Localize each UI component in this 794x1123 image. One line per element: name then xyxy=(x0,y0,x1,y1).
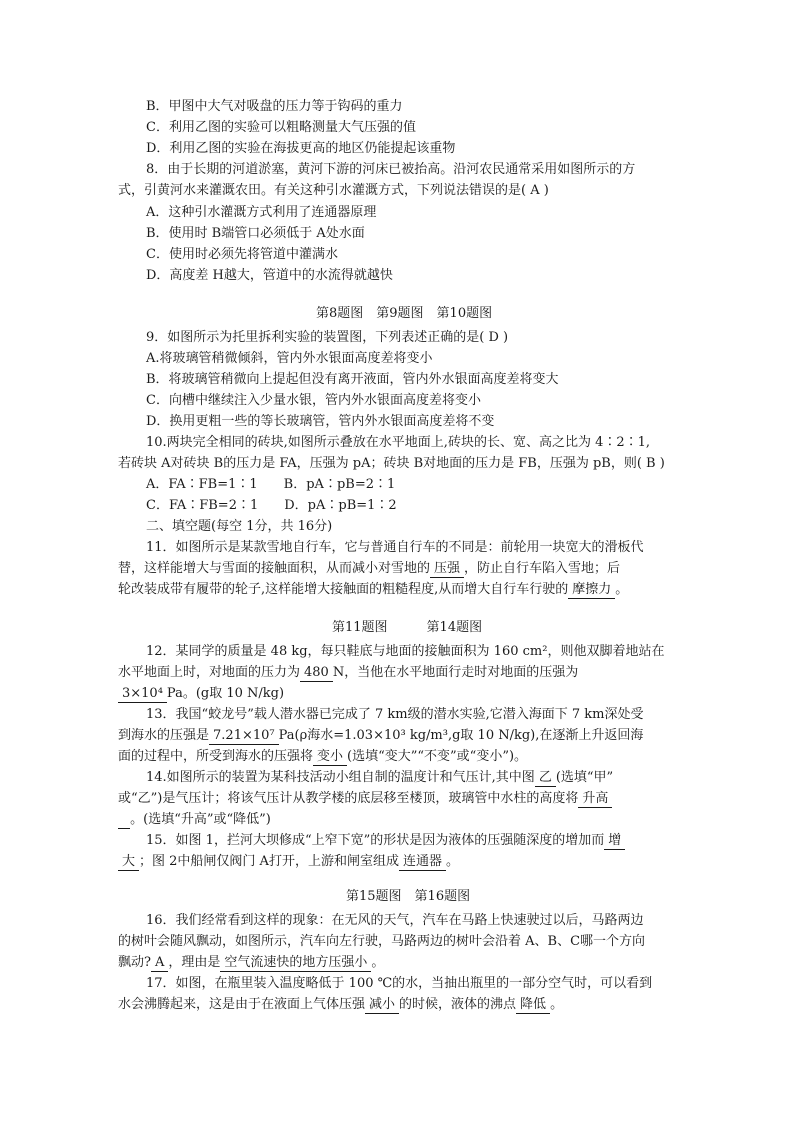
q10-stem-line2: 若砖块 A对砖块 B的压力是 FA，压强为 pA；砖块 B对地面的压力是 FB，压强为 pB，则( B ) xyxy=(118,456,665,471)
q12-answer-2: 3×10⁴ xyxy=(118,685,167,703)
q10-stem-line1: 10.两块完全相同的砖块,如图所示叠放在水平地面上,砖块的长、宽、高之比为 4∶2∶1, xyxy=(146,435,651,450)
q14-line3: 。(选填“升高”或“降低”) xyxy=(118,809,271,830)
q13-answer-2: 变小 xyxy=(313,748,347,766)
q10-options-ab: A．FA∶FB=1∶1 B．pA∶pB=2∶1 xyxy=(146,477,396,492)
q8-option-a: A．这种引水灌溉方式利用了连通器原理 xyxy=(146,205,377,220)
q16-line2: 的树叶会随风飘动，如图所示，汽车向左行驶，马路两边的树叶会沿着 A、B、C哪一个方向 xyxy=(118,934,646,949)
q11-line2: 替，这样能增大与雪面的接触面积，从而减小对雪地的 压强 ，防止自行车陷入雪地；后 xyxy=(118,561,621,576)
q15-line2: 大 ；图 2中船闸仅阀门 A打开，上游和闸室组成 连通器 。 xyxy=(118,851,459,872)
q14-answer-1: 乙 xyxy=(535,769,556,787)
q9-stem: 9．如图所示为托里拆利实验的装置图，下列表述正确的是( D ) xyxy=(146,330,509,345)
q15-line1: 15．如图 1，拦河大坝修成“上窄下宽”的形状是因为液体的压强随深度的增加而 增 xyxy=(146,830,625,851)
q11-line3: 轮改装成带有履带的轮子,这样能增大接触面的粗糙程度,从而增大自行车行驶的 摩擦力 。 xyxy=(118,582,629,597)
q12-line1: 12．某同学的质量是 48 kg，每只鞋底与地面的接触面积为 160 cm²，则他双脚着地站在 xyxy=(146,644,665,659)
q13-answer-1: 7.21×10⁷ xyxy=(209,727,279,745)
figure-caption-15-16: 第15题图 第16题图 xyxy=(346,889,471,904)
q14-line2: 或“乙”)是气压计；将该气压计从教学楼的底层移至楼顶，玻璃管中水柱的高度将 升高 xyxy=(118,788,612,809)
q15-answer-1-cont: 大 xyxy=(118,853,139,871)
q16-line1: 16．我们经常看到这样的现象：在无风的天气，汽车在马路上快速驶过以后，马路两边 xyxy=(146,913,644,928)
q12-line2: 水平地面上时，对地面的压力为 480 N，当他在水平地面行走时对地面的压强为 xyxy=(118,665,579,680)
q9-option-c: C．向槽中继续注入少量水银，管内外水银面高度差将变小 xyxy=(146,393,481,408)
section-2-heading: 二、填空题(每空 1分，共 16分) xyxy=(146,519,333,534)
q13-line2: 到海水的压强是 7.21×10⁷ Pa(ρ海水=1.03×10³ kg/m³,g取 10 N/kg),在逐渐上升返回海 xyxy=(118,728,644,743)
q16-answer-1: A xyxy=(151,954,168,972)
q13-line1: 13．我国“蛟龙号”载人潜水器已完成了 7 km级的潜水实验,它潜入海面下 7 km深处受 xyxy=(146,707,644,722)
q9-option-d: D．换用更粗一些的等长玻璃管，管内外水银面高度差将不变 xyxy=(146,414,495,429)
figure-caption-8-10: 第8题图 第9题图 第10题图 xyxy=(316,306,493,321)
figure-caption-11-14: 第11题图 第14题图 xyxy=(332,620,483,635)
q7-option-b: B．甲图中大气对吸盘的压力等于钩码的重力 xyxy=(146,99,403,114)
q9-option-a: A.将玻璃管稍微倾斜，管内外水银面高度差将变小 xyxy=(146,351,433,366)
q8-option-b: B．使用时 B端管口必须低于 A处水面 xyxy=(146,226,365,241)
q8-stem-line2: 式，引黄河水来灌溉农田。有关这种引水灌溉方式，下列说法错误的是( A ) xyxy=(118,183,549,198)
q11-line1: 11．如图所示是某款雪地自行车，它与普通自行车的不同是：前轮用一块宽大的滑板代 xyxy=(146,540,644,555)
q8-stem-line1: 8．由于长期的河道淤塞，黄河下游的河床已被抬高。沿河农民通常采用如图所示的方 xyxy=(146,162,636,177)
q16-answer-2: 空气流速快的地方压强小 xyxy=(220,954,371,972)
q14-line1: 14.如图所示的装置为某科技活动小组自制的温度计和气压计,其中图 乙 (选填“甲” xyxy=(146,770,614,785)
q16-line3: 飘动? A ，理由是 空气流速快的地方压强小 。 xyxy=(118,955,385,970)
q12-line3: 3×10⁴ Pa。(g取 10 N/kg) xyxy=(118,683,284,704)
q10-options-cd: C．FA∶FB=2∶1 D．pA∶pB=1∶2 xyxy=(146,498,397,513)
q17-line2: 水会沸腾起来，这是由于在液面上气体压强 减小 的时候，液体的沸点 降低 。 xyxy=(118,997,564,1012)
q14-answer-2: 升高 xyxy=(578,790,612,808)
q17-line1: 17．如图，在瓶里装入温度略低于 100 ℃的水，当抽出瓶里的一部分空气时，可以看到 xyxy=(146,976,653,991)
q7-option-d: D．利用乙图的实验在海拔更高的地区仍能提起该重物 xyxy=(146,141,456,156)
q17-answer-1: 减小 xyxy=(365,996,399,1014)
q8-option-d: D．高度差 H越大，管道中的水流得就越快 xyxy=(146,268,393,283)
q11-answer-1: 压强 xyxy=(430,560,464,578)
q11-answer-2: 摩擦力 xyxy=(568,581,615,599)
q8-option-c: C．使用时必须先将管道中灌满水 xyxy=(146,247,338,262)
q14-answer-2-tail xyxy=(118,811,130,829)
q7-option-c: C．利用乙图的实验可以粗略测量大气压强的值 xyxy=(146,120,416,135)
q15-answer-1: 增 xyxy=(604,832,625,850)
q13-line3: 面的过程中，所受到海水的压强将 变小 (选填“变大”“不变”或“变小”)。 xyxy=(118,749,528,764)
q15-answer-2: 连通器 xyxy=(399,853,446,871)
q9-option-b: B．将玻璃管稍微向上提起但没有离开液面，管内外水银面高度差将变大 xyxy=(146,372,559,387)
q12-answer-1: 480 xyxy=(300,664,333,682)
q17-answer-2: 降低 xyxy=(516,996,550,1014)
